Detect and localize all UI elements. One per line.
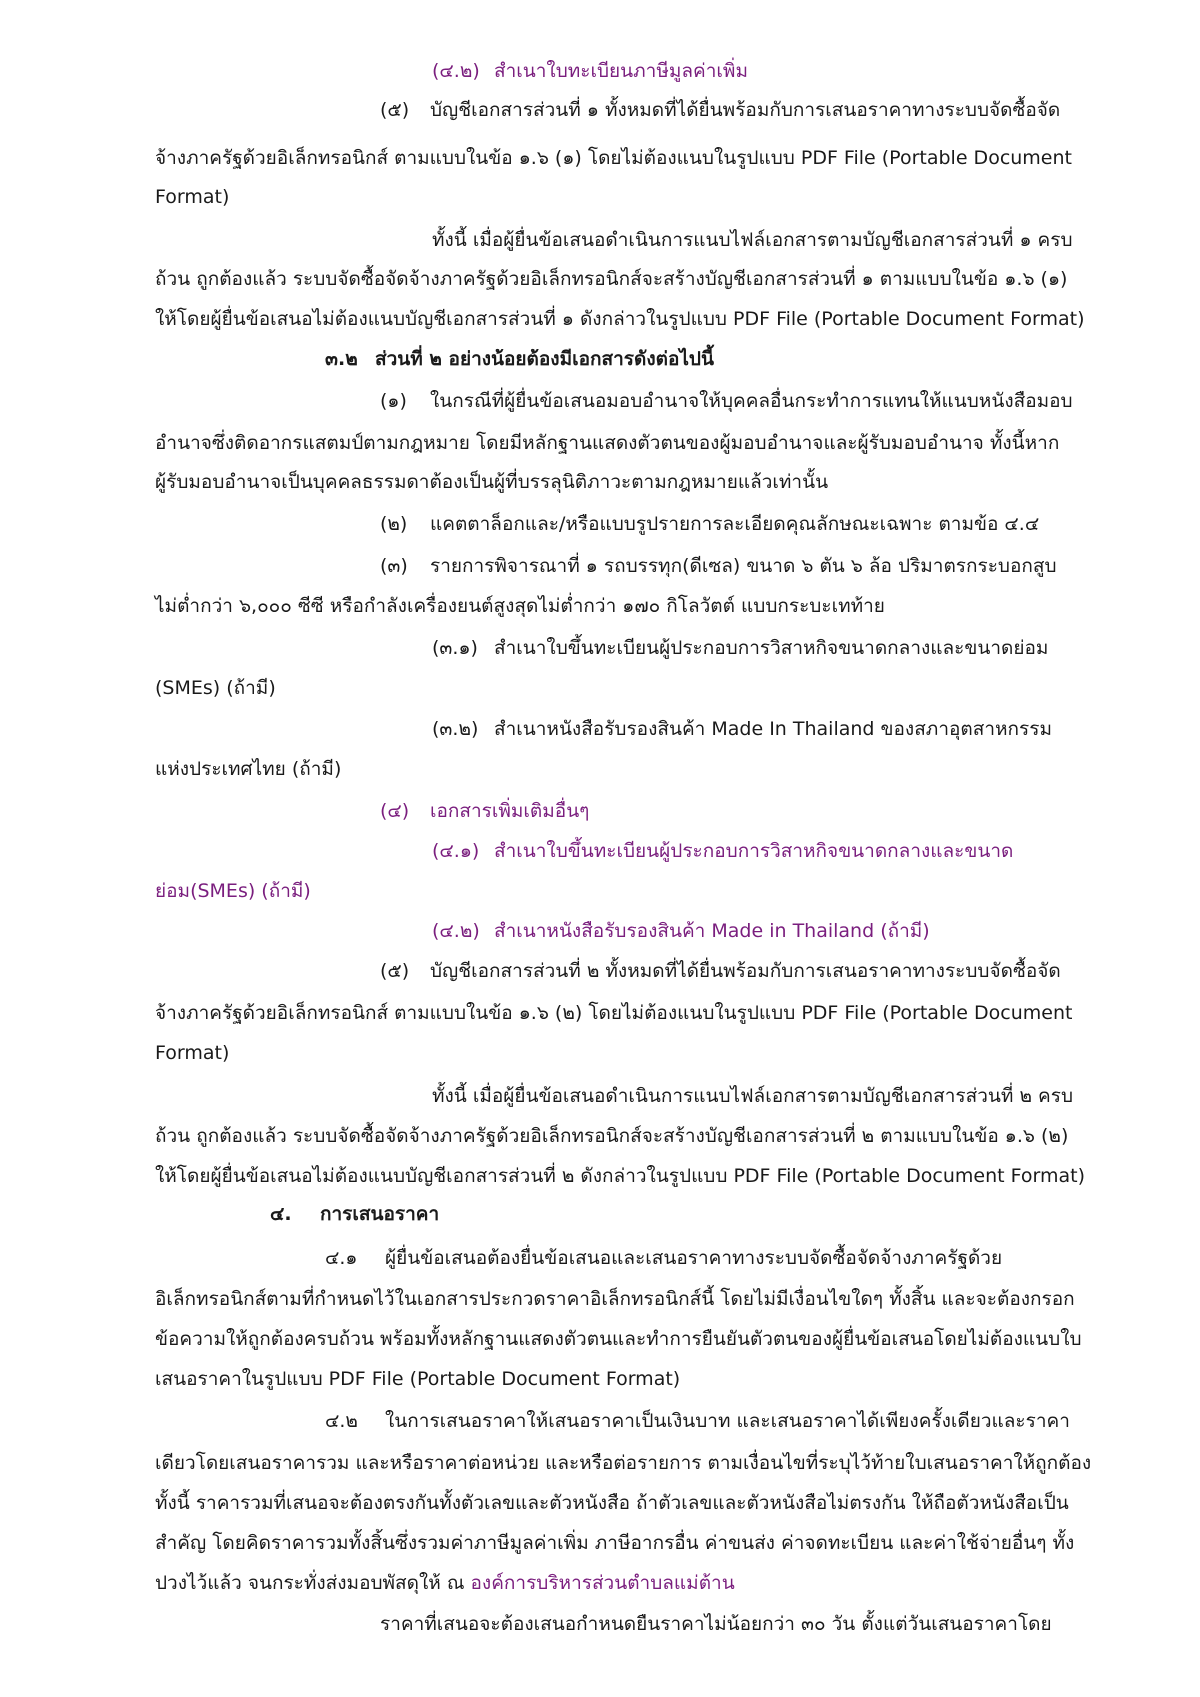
item-number: (๔.๑): [432, 840, 480, 862]
clause-4-1-line: [325, 1245, 1002, 1271]
text-line: ทั้งนี้ เมื่อผู้ยื่นข้อเสนอดำเนินการแนบไฟล์เอกสารตามบัญชีเอกสารส่วนที่ ๒ ครบ: [432, 1085, 1073, 1107]
item-number: (๕): [380, 960, 410, 982]
item-5-line: [380, 958, 1061, 984]
text-line: ผู้รับมอบอำนาจเป็นบุคคลธรรมดาต้องเป็นผู้ที่บรรลุนิติภาวะตามกฎหมายแล้วเท่านั้น: [155, 471, 829, 493]
text-line: ให้โดยผู้ยื่นข้อเสนอไม่ต้องแนบบัญชีเอกสารส่วนที่ ๒ ดังกล่าวในรูปแบบ PDF File (Portable Document Format): [155, 1165, 1085, 1187]
item-4-2-line: [432, 58, 748, 84]
organization-name: องค์การบริหารส่วนตำบลแม่ต้าน: [470, 1572, 735, 1594]
item-3-2-line: [432, 716, 1052, 742]
text-line: ให้โดยผู้ยื่นข้อเสนอไม่ต้องแนบบัญชีเอกสารส่วนที่ ๑ ดังกล่าวในรูปแบบ PDF File (Portable Document Format): [155, 308, 1085, 330]
text-line: ทั้งนี้ ราคารวมที่เสนอจะต้องตรงกันทั้งตัวเลขและตัวหนังสือ ถ้าตัวเลขและตัวหนังสือไม่ตรงกัน ให้ถือตัวหนังสือเป็น: [155, 1492, 1069, 1514]
text-line: ถ้วน ถูกต้องแล้ว ระบบจัดซื้อจัดจ้างภาครัฐด้วยอิเล็กทรอนิกส์จะสร้างบัญชีเอกสารส่วนที่ ๒ ตามแบบในข้อ ๑.๖ (๒): [155, 1125, 1069, 1147]
item-text: บัญชีเอกสารส่วนที่ ๒ ทั้งหมดที่ได้ยื่นพร้อมกับการเสนอราคาทางระบบจัดซื้อจัด: [430, 960, 1061, 982]
item-number: (๑): [380, 390, 407, 412]
text-line: แห่งประเทศไทย (ถ้ามี): [155, 758, 342, 780]
text-line: ย่อม(SMEs) (ถ้ามี): [155, 880, 311, 902]
clause-4-2-line: [325, 1408, 1070, 1434]
item-number: (๓): [380, 555, 408, 577]
text-line: จ้างภาครัฐด้วยอิเล็กทรอนิกส์ ตามแบบในข้อ ๑.๖ (๑) โดยไม่ต้องแนบในรูปแบบ PDF File (Portable Document: [155, 147, 1072, 169]
item-number: (๔): [380, 800, 410, 822]
item-number: (๔.๒): [432, 60, 480, 82]
item-text: สำเนาใบขึ้นทะเบียนผู้ประกอบการวิสาหกิจขนาดกลางและขนาดย่อม: [494, 637, 1049, 659]
item-number: (๓.๑): [432, 637, 478, 659]
item-text: เอกสารเพิ่มเติมอื่นๆ: [430, 800, 590, 822]
section-3-2-heading: [325, 346, 714, 372]
item-3-line: [380, 553, 1057, 579]
text-line: จ้างภาครัฐด้วยอิเล็กทรอนิกส์ ตามแบบในข้อ ๑.๖ (๒) โดยไม่ต้องแนบในรูปแบบ PDF File (Portable Document: [155, 1002, 1073, 1024]
item-text: ในกรณีที่ผู้ยื่นข้อเสนอมอบอำนาจให้บุคคลอื่นกระทำการแทนให้แนบหนังสือมอบ: [430, 390, 1073, 412]
text-line: [155, 1570, 735, 1596]
section-title: การเสนอราคา: [320, 1203, 440, 1225]
section-number: ๔.: [270, 1203, 292, 1225]
text-line: ไม่ต่ำกว่า ๖,๐๐๐ ซีซี หรือกำลังเครื่องยนต์สูงสุดไม่ต่ำกว่า ๑๗๐ กิโลวัตต์ แบบกระบะเทท้าย: [155, 595, 885, 617]
text-line: ราคาที่เสนอจะต้องเสนอกำหนดยืนราคาไม่น้อยกว่า ๓๐ วัน ตั้งแต่วันเสนอราคาโดย: [380, 1613, 1052, 1635]
item-4-2-line: [432, 918, 930, 944]
item-number: (๕): [380, 99, 410, 121]
item-3-1-line: [432, 635, 1048, 661]
clause-text: ผู้ยื่นข้อเสนอต้องยื่นข้อเสนอและเสนอราคาทางระบบจัดซื้อจัดจ้างภาครัฐด้วย: [385, 1247, 1003, 1269]
text-line: อำนาจซึ่งติดอากรแสตมป์ตามกฎหมาย โดยมีหลักฐานแสดงตัวตนของผู้มอบอำนาจและผู้รับมอบอำนาจ ทั้งนี้หาก: [155, 432, 1060, 454]
text-line: ทั้งนี้ เมื่อผู้ยื่นข้อเสนอดำเนินการแนบไฟล์เอกสารตามบัญชีเอกสารส่วนที่ ๑ ครบ: [432, 229, 1073, 251]
item-number: (๓.๒): [432, 718, 479, 740]
text-line: (SMEs) (ถ้ามี): [155, 677, 276, 699]
text-line: ถ้วน ถูกต้องแล้ว ระบบจัดซื้อจัดจ้างภาครัฐด้วยอิเล็กทรอนิกส์จะสร้างบัญชีเอกสารส่วนที่ ๑ ตามแบบในข้อ ๑.๖ (๑): [155, 268, 1068, 290]
text-line: เดียวโดยเสนอราคารวม และหรือราคาต่อหน่วย และหรือต่อรายการ ตามเงื่อนไขที่ระบุไว้ท้ายใบเสนอราคาให้ถูกต้อง: [155, 1452, 1092, 1474]
item-text: สำเนาใบขึ้นทะเบียนผู้ประกอบการวิสาหกิจขนาดกลางและขนาด: [494, 840, 1014, 862]
section-title: ส่วนที่ ๒ อย่างน้อยต้องมีเอกสารดังต่อไปนี้: [375, 348, 714, 370]
line-text: ปวงไว้แล้ว จนกระทั่งส่งมอบพัสดุให้ ณ: [155, 1572, 465, 1594]
item-number: (๔.๒): [432, 920, 480, 942]
item-text: สำเนาหนังสือรับรองสินค้า Made in Thailand (ถ้ามี): [494, 920, 930, 942]
text-line: เสนอราคาในรูปแบบ PDF File (Portable Document Format): [155, 1368, 681, 1390]
text-line: อิเล็กทรอนิกส์ตามที่กำหนดไว้ในเอกสารประกวดราคาอิเล็กทรอนิกส์นี้ โดยไม่มีเงื่อนไขใดๆ ทั้งสิ้น และจะต้องกรอก: [155, 1288, 1075, 1310]
text-line: Format): [155, 186, 230, 208]
item-5-line: [380, 97, 1060, 123]
section-number: ๓.๒: [325, 348, 358, 370]
item-text: สำเนาใบทะเบียนภาษีมูลค่าเพิ่ม: [494, 60, 748, 82]
item-text: สำเนาหนังสือรับรองสินค้า Made In Thailand ของสภาอุตสาหกรรม: [494, 718, 1052, 740]
item-1-line: [380, 388, 1073, 414]
item-4-line: [380, 798, 589, 824]
item-number: (๒): [380, 513, 408, 535]
section-4-heading: [270, 1201, 439, 1227]
text-line: ข้อความให้ถูกต้องครบถ้วน พร้อมทั้งหลักฐานแสดงตัวตนและทำการยืนยันตัวตนของผู้ยื่นข้อเสนอโดยไม่ต้องแนบใบ: [155, 1328, 1082, 1350]
clause-number: ๔.๒: [325, 1410, 358, 1432]
item-text: รายการพิจารณาที่ ๑ รถบรรทุก(ดีเซล) ขนาด ๖ ตัน ๖ ล้อ ปริมาตรกระบอกสูบ: [430, 555, 1057, 577]
clause-text: ในการเสนอราคาให้เสนอราคาเป็นเงินบาท และเสนอราคาได้เพียงครั้งเดียวและราคา: [385, 1410, 1070, 1432]
item-2-line: [380, 511, 1039, 537]
text-line: Format): [155, 1042, 230, 1064]
text-line: สำคัญ โดยคิดราคารวมทั้งสิ้นซึ่งรวมค่าภาษีมูลค่าเพิ่ม ภาษีอากรอื่น ค่าขนส่ง ค่าจดทะเบียน และค่าใช้จ่ายอื่นๆ ทั้ง: [155, 1532, 1075, 1554]
clause-number: ๔.๑: [325, 1247, 358, 1269]
item-text: บัญชีเอกสารส่วนที่ ๑ ทั้งหมดที่ได้ยื่นพร้อมกับการเสนอราคาทางระบบจัดซื้อจัด: [430, 99, 1061, 121]
item-text: แคตตาล็อกและ/หรือแบบรูปรายการละเอียดคุณลักษณะเฉพาะ ตามข้อ ๔.๔: [430, 513, 1040, 535]
item-4-1-line: [432, 838, 1013, 864]
